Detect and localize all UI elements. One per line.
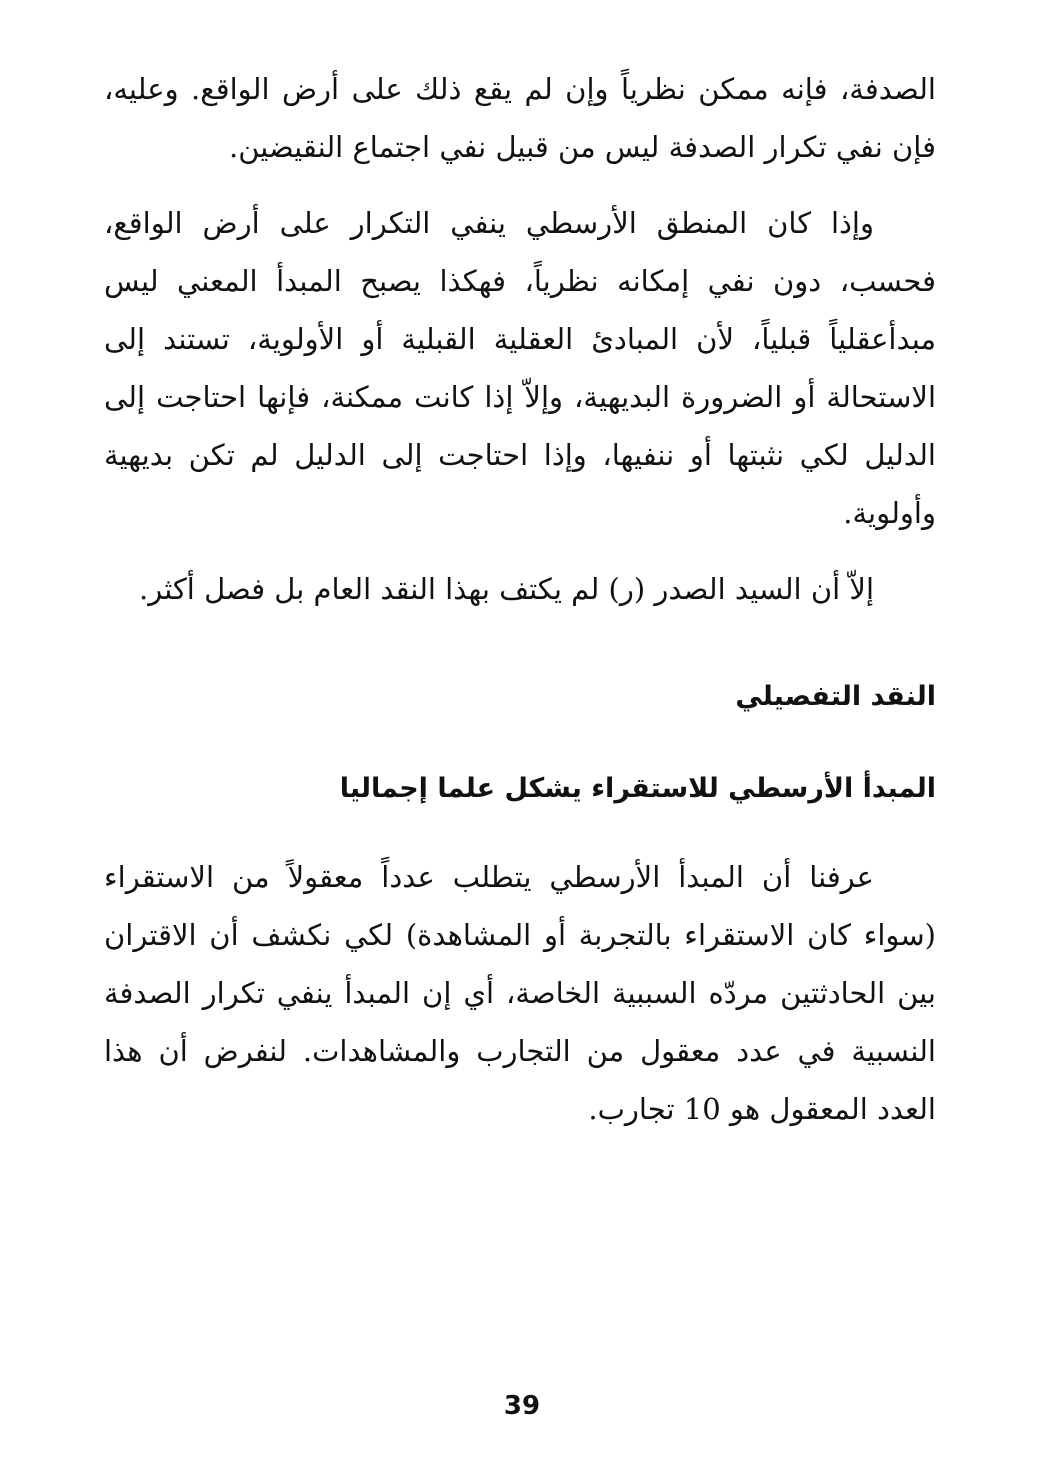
page-number: 39	[503, 1391, 541, 1421]
paragraph-spacer	[104, 176, 936, 194]
sub-heading: المبدأ الأرسطي للاستقراء يشكل علما إجماليا	[339, 773, 936, 804]
section-heading: النقد التفصيلي	[735, 681, 936, 712]
paragraph-sadr-critique: إلاّ أن السيد الصدر (ر) لم يكتف بهذا النقد العام بل فصل أكثر.	[139, 572, 874, 606]
text-body	[104, 60, 936, 1138]
paragraph-continuation: الصدفة، فإنه ممكن نظرياً وإن لم يقع ذلك على أرض الواقع. وعليه، فإن نفي تكرار الصدفة ليس من قبيل نفي اجتماع النقيضين.	[104, 72, 936, 164]
paragraph-spacer	[104, 542, 936, 560]
paragraph-induction: عرفنا أن المبدأ الأرسطي يتطلب عدداً معقولاً من الاستقراء (سواء كان الاستقراء بالتجربة أو المشاهدة) لكي نكشف أن الاقتران بين الحادثتين مردّه السببية الخاصة، أي إن المبدأ ينفي تكرار الصدفة النسبية في عدد معقول من التجارب والمشاهدات. لنفرض أن هذا العدد المعقول هو 10 تجارب.	[104, 860, 936, 1126]
heading-spacer	[104, 726, 936, 760]
section-spacer	[104, 618, 936, 668]
heading-spacer	[104, 818, 936, 848]
paragraph-aristotelian-logic: وإذا كان المنطق الأرسطي ينفي التكرار على أرض الواقع، فحسب، دون نفي إمكانه نظرياً، فهكذا يصبح المبدأ المعني ليس مبدأعقلياً قبلياً، لأن المبادئ العقلية القبلية أو الأولوية، تستند إلى الاستحالة أو الضرورة البديهية، وإلاّ إذا كانت ممكنة، فإنها احتاجت إلى الدليل لكي نثبتها أو ننفيها، وإذا احتاجت إلى الدليل لم تكن بديهية وأولوية.	[104, 206, 936, 530]
